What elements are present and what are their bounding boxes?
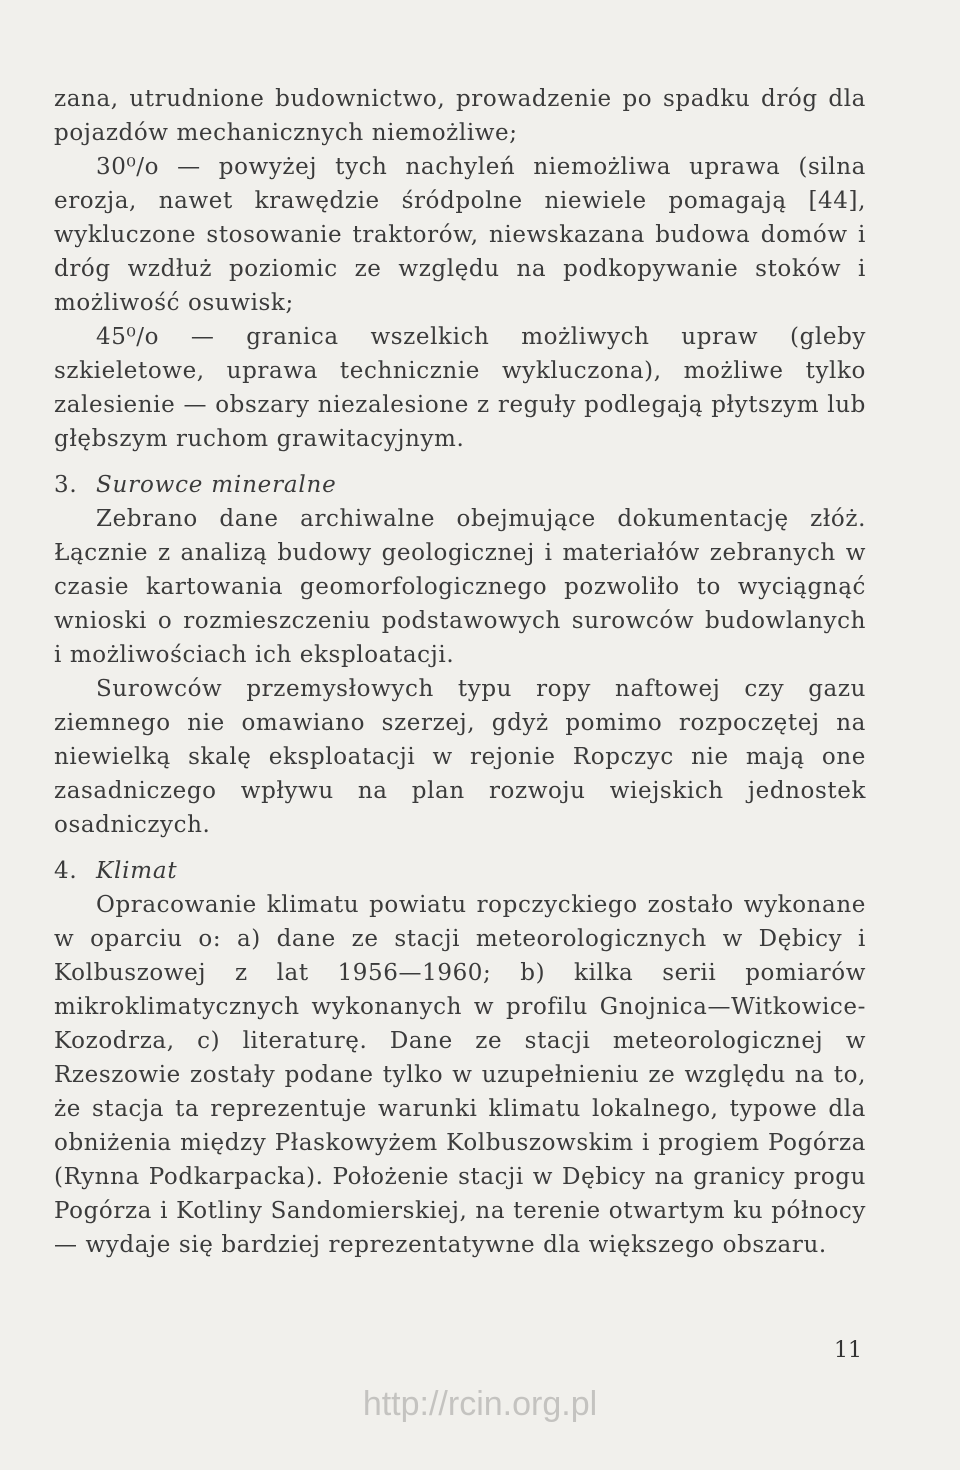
section-3-title: Surowce mineralne	[96, 472, 337, 498]
section-3-paragraph-1: Zebrano dane archiwalne obejmujące dokumentację złóż. Łącznie z analizą budowy geologicznej i materiałów zebranych w czasie kartowania geomorfologicznego pozwoliło to wyciągnąć wnioski o rozmieszczeniu podstawowych surowców budowlanych i możliwościach ich eksploatacji.	[54, 506, 866, 668]
section-3-paragraph-2: Surowców przemysłowych typu ropy naftowej czy gazu ziemnego nie omawiano szerzej, gdyż pomimo rozpoczętej na niewielką skalę eksploatacji w rejonie Ropczyc nie mają one zasadniczego wpływu na plan rozwoju wiejskich jednostek osadniczych.	[54, 676, 866, 838]
section-4-number: 4.	[54, 858, 78, 884]
section-3-heading	[54, 468, 866, 502]
section-4-heading	[54, 854, 866, 888]
paragraph-continuation: zana, utrudnione budownictwo, prowadzenie po spadku dróg dla pojazdów mechanicznych niemożliwe;	[54, 86, 866, 146]
section-4-title: Klimat	[96, 858, 178, 884]
footer-url: http://rcin.org.pl	[362, 1385, 598, 1423]
section-4-paragraph-1: Opracowanie klimatu powiatu ropczyckiego zostało wykonane w oparciu o: a) dane ze stacji meteorologicznych w Dębicy i Kolbuszowej z lat 1956—1960; b) kilka serii pomiarów mikroklimatycznych wykonanych w profilu Gnojnica—Witkowice-Kozodrza, c) literaturę. Dane ze stacji meteorologicznej w Rzeszowie zostały podane tylko w uzupełnieniu ze względu na to, że stacja ta reprezentuje warunki klimatu lokalnego, typowe dla obniżenia między Płaskowyżem Kolbuszowskim i progiem Pogórza (Rynna Podkarpacka). Położenie stacji w Dębicy na granicy progu Pogórza i Kotliny Sandomierskiej, na terenie otwartym ku północy — wydaje się bardziej reprezentatywne dla większego obszaru.	[54, 892, 866, 1258]
page-body	[54, 82, 866, 1262]
page-number: 11	[834, 1338, 862, 1363]
section-3-number: 3.	[54, 472, 78, 498]
paragraph-30-percent: 30⁰/o — powyżej tych nachyleń niemożliwa uprawa (silna erozja, nawet krawędzie śródpolne niewiele pomagają [44], wykluczone stosowanie traktorów, niewskazana budowa domów i dróg wzdłuż poziomic ze względu na podkopywanie stoków i możliwość osuwisk;	[54, 154, 866, 316]
paragraph-45-percent: 45⁰/o — granica wszelkich możliwych upraw (gleby szkieletowe, uprawa technicznie wykluczona), możliwe tylko zalesienie — obszary niezalesione z reguły podlegają płytszym lub głębszym ruchom grawitacyjnym.	[54, 324, 866, 452]
